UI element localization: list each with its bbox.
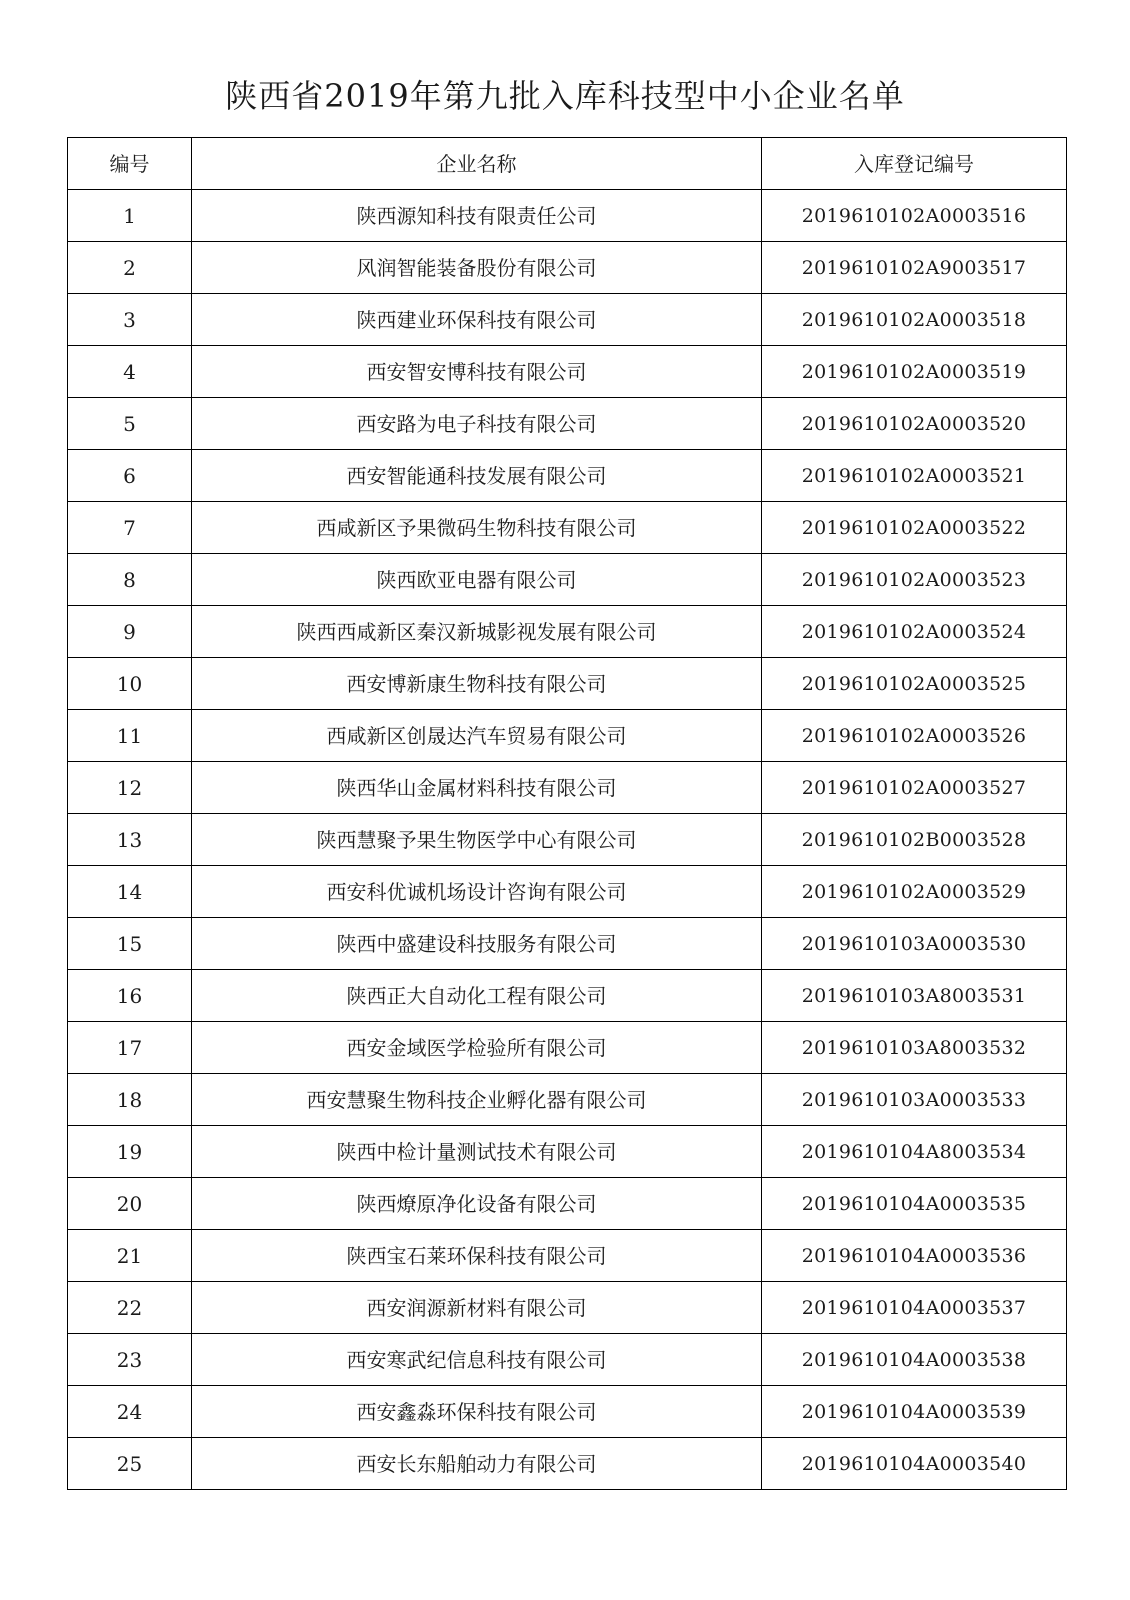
table-row [68,762,1067,814]
enterprise-name-cell: 陕西华山金属材料科技有限公司 [192,762,762,814]
row-number-cell: 6 [68,450,192,502]
enterprise-name-cell: 西安金域医学检验所有限公司 [192,1022,762,1074]
row-number-cell: 4 [68,346,192,398]
row-number-cell: 22 [68,1282,192,1334]
table-row [68,970,1067,1022]
page-title: 陕西省2019年第九批入库科技型中小企业名单 [225,77,905,115]
enterprise-name-cell: 陕西欧亚电器有限公司 [192,554,762,606]
row-number-cell: 25 [68,1438,192,1490]
table-row [68,1282,1067,1334]
registration-code-cell: 2019610102A0003524 [762,606,1067,658]
enterprise-name-cell: 西安慧聚生物科技企业孵化器有限公司 [192,1074,762,1126]
enterprise-name-cell: 西安寒武纪信息科技有限公司 [192,1334,762,1386]
registration-code-cell: 2019610102A0003521 [762,450,1067,502]
row-number-cell: 13 [68,814,192,866]
table-body [68,190,1067,1490]
row-number-cell: 21 [68,1230,192,1282]
registration-code-cell: 2019610102A0003519 [762,346,1067,398]
table-row [68,554,1067,606]
row-number-cell: 11 [68,710,192,762]
table-row [68,1334,1067,1386]
table-row [68,1074,1067,1126]
registration-code-cell: 2019610104A0003539 [762,1386,1067,1438]
header-row [68,138,1067,190]
enterprise-name-cell: 西安智安博科技有限公司 [192,346,762,398]
registration-code-cell: 2019610102A0003525 [762,658,1067,710]
registration-code-cell: 2019610104A0003535 [762,1178,1067,1230]
table-row [68,190,1067,242]
column-header-registration-code: 入库登记编号 [762,138,1067,190]
enterprise-name-cell: 西安长东船舶动力有限公司 [192,1438,762,1490]
row-number-cell: 7 [68,502,192,554]
row-number-cell: 19 [68,1126,192,1178]
row-number-cell: 16 [68,970,192,1022]
table-row [68,814,1067,866]
registration-code-cell: 2019610102B0003528 [762,814,1067,866]
row-number-cell: 5 [68,398,192,450]
row-number-cell: 1 [68,190,192,242]
table-row [68,346,1067,398]
enterprise-name-cell: 西安鑫淼环保科技有限公司 [192,1386,762,1438]
row-number-cell: 10 [68,658,192,710]
table-row [68,502,1067,554]
registration-code-cell: 2019610102A0003523 [762,554,1067,606]
row-number-cell: 20 [68,1178,192,1230]
enterprise-name-cell: 风润智能装备股份有限公司 [192,242,762,294]
registration-code-cell: 2019610103A0003533 [762,1074,1067,1126]
row-number-cell: 2 [68,242,192,294]
enterprise-name-cell: 西咸新区予果微码生物科技有限公司 [192,502,762,554]
enterprise-name-cell: 陕西燎原净化设备有限公司 [192,1178,762,1230]
column-header-number: 编号 [68,138,192,190]
registration-code-cell: 2019610102A0003522 [762,502,1067,554]
enterprise-name-cell: 西安智能通科技发展有限公司 [192,450,762,502]
enterprise-name-cell: 陕西中检计量测试技术有限公司 [192,1126,762,1178]
row-number-cell: 18 [68,1074,192,1126]
registration-code-cell: 2019610103A8003532 [762,1022,1067,1074]
row-number-cell: 24 [68,1386,192,1438]
registration-code-cell: 2019610102A0003516 [762,190,1067,242]
enterprise-name-cell: 西安路为电子科技有限公司 [192,398,762,450]
row-number-cell: 8 [68,554,192,606]
enterprise-name-cell: 陕西源知科技有限责任公司 [192,190,762,242]
table-row [68,1022,1067,1074]
registration-code-cell: 2019610104A0003540 [762,1438,1067,1490]
table-row [68,1386,1067,1438]
enterprise-name-cell: 陕西慧聚予果生物医学中心有限公司 [192,814,762,866]
registration-code-cell: 2019610102A9003517 [762,242,1067,294]
enterprise-name-cell: 西咸新区创晟达汽车贸易有限公司 [192,710,762,762]
registration-code-cell: 2019610102A0003526 [762,710,1067,762]
row-number-cell: 17 [68,1022,192,1074]
table-row [68,294,1067,346]
table-row [68,1438,1067,1490]
row-number-cell: 23 [68,1334,192,1386]
table-row [68,398,1067,450]
table-header [68,138,1067,190]
table-row [68,866,1067,918]
table-row [68,242,1067,294]
enterprise-name-cell: 西安博新康生物科技有限公司 [192,658,762,710]
row-number-cell: 14 [68,866,192,918]
registration-code-cell: 2019610103A8003531 [762,970,1067,1022]
registration-code-cell: 2019610104A0003536 [762,1230,1067,1282]
row-number-cell: 9 [68,606,192,658]
table-row [68,1126,1067,1178]
row-number-cell: 12 [68,762,192,814]
column-header-enterprise-name: 企业名称 [192,138,762,190]
enterprise-name-cell: 西安润源新材料有限公司 [192,1282,762,1334]
table-row [68,658,1067,710]
registration-code-cell: 2019610102A0003529 [762,866,1067,918]
enterprise-name-cell: 陕西正大自动化工程有限公司 [192,970,762,1022]
registration-code-cell: 2019610103A0003530 [762,918,1067,970]
registration-code-cell: 2019610104A8003534 [762,1126,1067,1178]
table-row [68,1230,1067,1282]
registration-code-cell: 2019610102A0003520 [762,398,1067,450]
row-number-cell: 15 [68,918,192,970]
enterprise-table [67,137,1067,1490]
registration-code-cell: 2019610104A0003537 [762,1282,1067,1334]
enterprise-name-cell: 陕西西咸新区秦汉新城影视发展有限公司 [192,606,762,658]
enterprise-name-cell: 西安科优诚机场设计咨询有限公司 [192,866,762,918]
registration-code-cell: 2019610102A0003527 [762,762,1067,814]
enterprise-name-cell: 陕西建业环保科技有限公司 [192,294,762,346]
table-row [68,918,1067,970]
table-row [68,450,1067,502]
enterprise-name-cell: 陕西宝石莱环保科技有限公司 [192,1230,762,1282]
table-row [68,710,1067,762]
enterprise-name-cell: 陕西中盛建设科技服务有限公司 [192,918,762,970]
table-row [68,606,1067,658]
row-number-cell: 3 [68,294,192,346]
table-row [68,1178,1067,1230]
registration-code-cell: 2019610102A0003518 [762,294,1067,346]
registration-code-cell: 2019610104A0003538 [762,1334,1067,1386]
